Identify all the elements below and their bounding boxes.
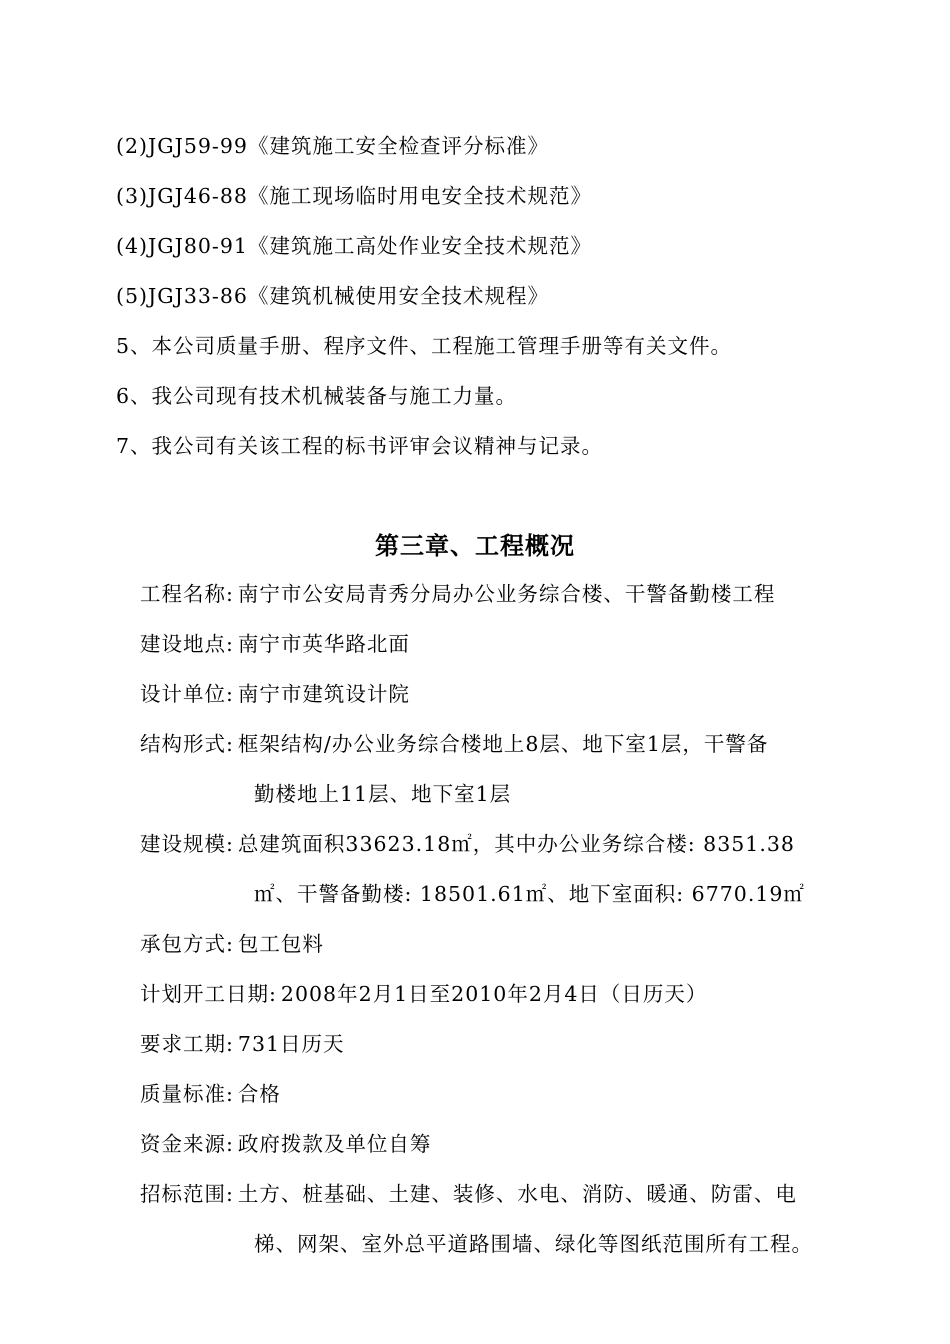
field-label: 资金来源: [140,1132,234,1156]
field-label: 设计单位: [140,682,234,706]
field-value: 南宁市英华路北面 [237,632,410,656]
field-value: 土方、桩基础、土建、装修、水电、消防、暖通、防雷、电 [237,1182,797,1206]
reference-line: (4)JGJ80-91《建筑施工高处作业安全技术规范》 [116,234,592,258]
field-label: 招标范围: [140,1182,234,1206]
field-value: 731日历天 [237,1032,345,1056]
field-value: 政府拨款及单位自筹 [237,1132,432,1156]
field-value: 总建筑面积33623.18㎡，其中办公业务综合楼: 8351.38 [237,832,795,856]
field-label: 工程名称: [140,582,234,606]
field-label: 建设地点: [140,632,234,656]
field-value: 框架结构/办公业务综合楼地上8层、地下室1层，干警备 [237,732,769,756]
basis-item: 6、我公司现有技术机械装备与施工力量。 [116,384,518,408]
field-label: 结构形式: [140,732,234,756]
field-value: 南宁市公安局青秀分局办公业务综合楼、干警备勤楼工程 [237,582,776,606]
chapter-title: 第三章、工程概况 [375,532,575,560]
field-design-unit [140,680,410,708]
field-duration [140,1030,345,1058]
field-funding-source [140,1130,431,1158]
field-project-name [140,580,775,608]
field-quality-standard [140,1080,281,1108]
field-scale [140,830,795,858]
field-value: 合格 [237,1082,281,1106]
field-scale-continued: ㎡、干警备勤楼: 18501.61㎡、地下室面积: 6770.19㎡ [254,882,805,906]
reference-line: (5)JGJ33-86《建筑机械使用安全技术规程》 [116,284,549,308]
field-value: 2008年2月1日至2010年2月4日（日历天） [280,982,708,1006]
field-value: 南宁市建筑设计院 [237,682,410,706]
field-planned-dates [140,980,707,1008]
field-value: 包工包料 [237,932,324,956]
reference-line: (2)JGJ59-99《建筑施工安全检查评分标准》 [116,134,549,158]
field-label: 质量标准: [140,1082,234,1106]
reference-line: (3)JGJ46-88《施工现场临时用电安全技术规范》 [116,184,592,208]
field-contract-mode [140,930,324,958]
field-bid-scope-continued: 梯、网架、室外总平道路围墙、绿化等图纸范围所有工程。 [254,1232,813,1256]
field-structure-continued: 勤楼地上11层、地下室1层 [254,782,512,806]
field-label: 建设规模: [140,832,234,856]
basis-item: 7、我公司有关该工程的标书评审会议精神与记录。 [116,434,604,458]
field-label: 要求工期: [140,1032,234,1056]
field-label: 承包方式: [140,932,234,956]
field-location [140,630,410,658]
field-label: 计划开工日期: [140,982,277,1006]
field-bid-scope [140,1180,797,1208]
field-structure [140,730,768,758]
basis-item: 5、本公司质量手册、程序文件、工程施工管理手册等有关文件。 [116,334,733,358]
